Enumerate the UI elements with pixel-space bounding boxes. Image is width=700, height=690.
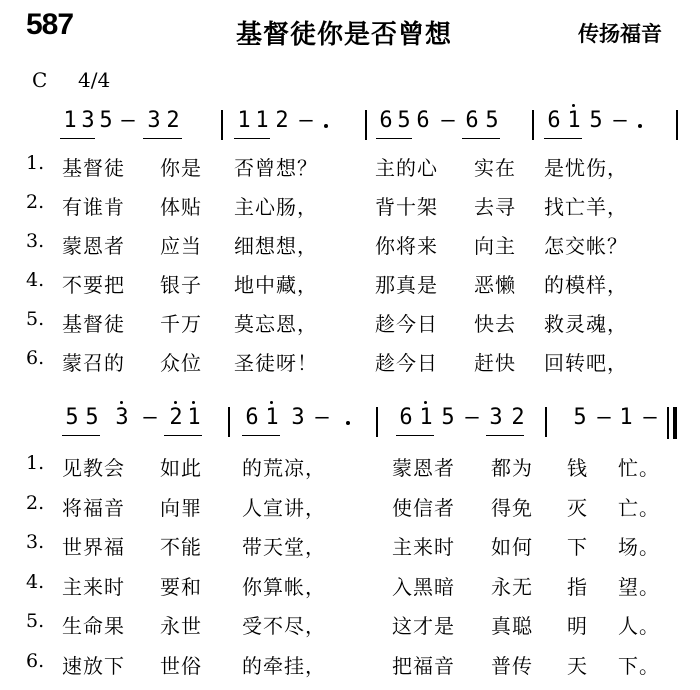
hymn-number: 587 xyxy=(26,8,74,41)
lyric-word: 圣徒呀！ xyxy=(234,351,318,375)
note-digit: 5 xyxy=(485,108,499,133)
beam-line xyxy=(143,138,182,139)
bar-line xyxy=(545,407,547,437)
note-digit: 2 xyxy=(169,405,183,430)
dash-note: — xyxy=(465,405,479,430)
note-digit: 6 xyxy=(379,108,393,133)
lyric-word: 趁今日 xyxy=(375,351,438,375)
lyric-word: 背十架 xyxy=(375,195,438,219)
lyric-word: 下 xyxy=(567,535,588,559)
note-digit: 6 xyxy=(465,108,479,133)
hymn-category: 传扬福音 xyxy=(578,22,662,46)
lyric-word: 趁今日 xyxy=(375,312,438,336)
lyric-word: 你算帐， xyxy=(242,574,326,599)
lyric-word: 亡。 xyxy=(618,495,660,520)
note-digit: 1 xyxy=(187,405,201,430)
lyric-word: 永无 xyxy=(491,574,533,599)
lyric-word: 得免 xyxy=(491,495,533,520)
lyric-word: 受不尽， xyxy=(242,614,326,638)
lyric-word: 明 xyxy=(567,614,588,638)
hymn-title: 基督徒你是否曾想 xyxy=(236,20,453,50)
lyric-word: 细想想， xyxy=(234,234,318,258)
lyric-word: 不能 xyxy=(160,535,202,559)
lyric-word: 有谁肯 xyxy=(62,195,125,219)
lyric-word: 将福音 xyxy=(62,495,125,520)
verse-number: 2. xyxy=(26,191,45,213)
lyric-word: 普传 xyxy=(491,653,533,678)
verse-number: 3. xyxy=(26,230,45,252)
lyric-word: 指 xyxy=(567,574,588,599)
verse-number: 1. xyxy=(26,152,45,174)
dash-note: — xyxy=(143,405,157,430)
lyric-word: 人宣讲， xyxy=(242,495,326,520)
note-digit: 5 xyxy=(441,405,455,430)
verse-number: 3. xyxy=(26,531,45,553)
note-digit: 3 xyxy=(489,405,503,430)
note-digit: 5 xyxy=(573,405,587,430)
augmentation-dot xyxy=(324,124,328,128)
lyric-word: 实在 xyxy=(474,156,516,180)
dash-note: — xyxy=(299,108,313,133)
final-bar-line-thick xyxy=(673,407,677,439)
lyric-word: 永世 xyxy=(160,614,202,638)
note-digit: 1 xyxy=(255,108,269,133)
lyric-word: 使信者 xyxy=(392,495,455,520)
lyric-word: 去寻 xyxy=(474,195,516,219)
lyric-word: 不要把 xyxy=(62,273,125,297)
note-digit: 5 xyxy=(99,108,113,133)
note-digit: 5 xyxy=(85,405,99,430)
note-digit: 6 xyxy=(416,108,430,133)
dash-note: — xyxy=(441,108,455,133)
note-digit: 1 xyxy=(419,405,433,430)
lyric-word: 基督徒 xyxy=(62,312,125,336)
beam-line xyxy=(486,435,524,436)
verse-number: 2. xyxy=(26,491,45,514)
dash-note: — xyxy=(315,405,329,430)
bar-line xyxy=(365,110,367,140)
lyric-word: 下。 xyxy=(618,653,660,678)
lyric-word: 向主 xyxy=(474,234,516,258)
augmentation-dot xyxy=(638,124,642,128)
lyric-word: 主来时 xyxy=(62,574,125,599)
lyric-word: 是忧伤， xyxy=(544,156,628,180)
key-signature: C xyxy=(32,68,48,92)
octave-dot-above xyxy=(424,401,427,404)
lyric-word: 把福音 xyxy=(392,653,455,678)
note-digit: 6 xyxy=(547,108,561,133)
bar-line xyxy=(228,407,230,437)
dash-note: — xyxy=(597,405,611,430)
lyric-word: 入黑暗 xyxy=(392,574,455,599)
lyric-word: 生命果 xyxy=(62,614,125,638)
octave-dot-above xyxy=(174,401,177,404)
lyric-word: 银子 xyxy=(160,273,202,297)
lyric-word: 的模样， xyxy=(544,273,628,297)
octave-dot-above xyxy=(572,104,575,107)
lyric-word: 忙。 xyxy=(618,456,660,480)
verse-number: 4. xyxy=(26,269,45,291)
note-digit: 3 xyxy=(81,108,95,133)
note-digit: 1 xyxy=(63,108,77,133)
lyric-word: 要和 xyxy=(160,574,202,599)
lyric-word: 如何 xyxy=(491,535,533,559)
lyric-word: 基督徒 xyxy=(62,156,125,180)
lyric-word: 你将来 xyxy=(375,234,438,258)
lyric-word: 见教会 xyxy=(62,456,125,480)
lyric-word: 应当 xyxy=(160,234,202,258)
lyric-word: 望。 xyxy=(618,574,660,599)
lyric-word: 世俗 xyxy=(160,653,202,678)
lyric-word: 众位 xyxy=(160,351,202,375)
note-digit: 1 xyxy=(567,108,581,133)
note-digit: 3 xyxy=(291,405,305,430)
lyric-word: 的牵挂， xyxy=(242,653,326,678)
lyric-word: 人。 xyxy=(618,614,660,638)
lyric-word: 回转吧， xyxy=(544,351,628,375)
lyric-word: 莫忘恩， xyxy=(234,312,318,336)
time-signature: 4/4 xyxy=(78,68,111,92)
lyric-word: 蒙召的 xyxy=(62,351,125,375)
beam-line xyxy=(164,435,202,436)
bar-line xyxy=(376,407,378,437)
lyric-word: 你是 xyxy=(160,156,202,180)
lyric-word: 恶懒 xyxy=(474,273,516,297)
beam-line xyxy=(60,138,95,139)
augmentation-dot xyxy=(346,421,350,425)
lyric-word: 的荒凉， xyxy=(242,456,326,480)
beam-line xyxy=(544,138,582,139)
beam-line xyxy=(234,138,270,139)
note-digit: 3 xyxy=(147,108,161,133)
lyric-word: 如此 xyxy=(160,456,202,480)
note-digit: 2 xyxy=(275,108,289,133)
verse-number: 5. xyxy=(26,308,45,330)
note-digit: 5 xyxy=(589,108,603,133)
note-digit: 1 xyxy=(265,405,279,430)
lyric-word: 地中藏， xyxy=(234,273,318,297)
note-digit: 5 xyxy=(397,108,411,133)
beam-line xyxy=(396,435,434,436)
note-digit: 6 xyxy=(399,405,413,430)
beam-line xyxy=(62,435,100,436)
lyric-word: 否曾想？ xyxy=(234,156,318,180)
lyric-word: 这才是 xyxy=(392,614,455,638)
lyric-word: 主心肠， xyxy=(234,195,318,219)
final-bar-line-thin xyxy=(667,407,669,439)
octave-dot-above xyxy=(270,401,273,404)
dash-note: — xyxy=(613,108,627,133)
beam-line xyxy=(376,138,412,139)
lyric-word: 灭 xyxy=(567,495,588,520)
verse-number: 5. xyxy=(26,610,45,632)
lyric-word: 找亡羊， xyxy=(544,195,628,219)
lyric-word: 千万 xyxy=(160,312,202,336)
lyric-word: 钱 xyxy=(567,456,588,480)
lyric-word: 怎交帐？ xyxy=(544,234,628,258)
lyric-word: 都为 xyxy=(491,456,533,480)
dash-note: — xyxy=(121,108,135,133)
lyric-word: 蒙恩者 xyxy=(62,234,125,258)
lyric-word: 天 xyxy=(567,653,588,678)
lyric-word: 主的心 xyxy=(375,156,438,180)
lyric-word: 速放下 xyxy=(62,653,125,678)
bar-line xyxy=(221,110,223,140)
note-digit: 6 xyxy=(245,405,259,430)
lyric-word: 那真是 xyxy=(375,273,438,297)
verse-number: 6. xyxy=(26,649,45,672)
lyric-word: 向罪 xyxy=(160,495,202,520)
note-digit: 1 xyxy=(619,405,633,430)
note-digit: 2 xyxy=(166,108,180,133)
lyric-word: 场。 xyxy=(618,535,660,559)
note-digit: 3 xyxy=(115,405,129,430)
note-digit: 1 xyxy=(237,108,251,133)
bar-line xyxy=(532,110,534,140)
lyric-word: 快去 xyxy=(474,312,516,336)
octave-dot-above xyxy=(120,401,123,404)
lyric-word: 救灵魂， xyxy=(544,312,628,336)
note-digit: 2 xyxy=(511,405,525,430)
verse-number: 6. xyxy=(26,347,45,369)
lyric-word: 真聪 xyxy=(491,614,533,638)
note-digit: 5 xyxy=(65,405,79,430)
verse-number: 4. xyxy=(26,570,45,593)
lyric-word: 主来时 xyxy=(392,535,455,559)
lyric-word: 赶快 xyxy=(474,351,516,375)
beam-line xyxy=(462,138,500,139)
octave-dot-above xyxy=(192,401,195,404)
lyric-word: 世界福 xyxy=(62,535,125,559)
lyric-word: 带天堂， xyxy=(242,535,326,559)
lyric-word: 体贴 xyxy=(160,195,202,219)
lyric-word: 蒙恩者 xyxy=(392,456,455,480)
verse-number: 1. xyxy=(26,452,45,474)
dash-note: — xyxy=(643,405,657,430)
beam-line xyxy=(242,435,280,436)
bar-line xyxy=(676,110,678,140)
